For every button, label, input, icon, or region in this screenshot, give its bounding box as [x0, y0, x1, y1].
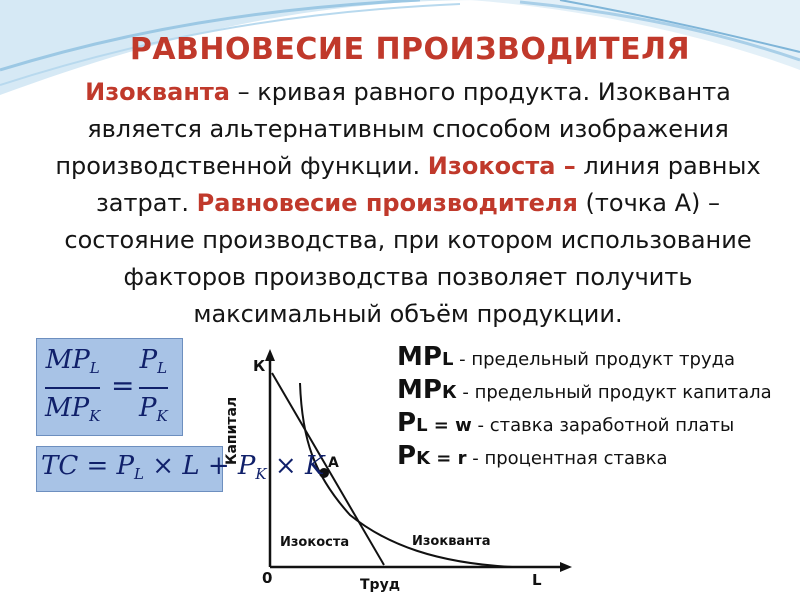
total-cost-formula	[41, 451, 324, 483]
y-axis-letter: К	[253, 357, 266, 375]
definition-item	[397, 441, 777, 471]
isocost-dash: –	[555, 152, 576, 180]
tc-part3: × K	[266, 451, 325, 481]
x-axis-arrow	[560, 562, 572, 572]
def-symbol: MP	[397, 375, 442, 405]
price-ratio-fraction	[139, 345, 168, 431]
pl-sub: L	[157, 359, 168, 377]
mpk-sub: K	[89, 407, 101, 425]
mpl-symbol: MP	[45, 345, 90, 375]
def-symbol: P	[397, 441, 417, 471]
y-axis-arrow	[265, 349, 275, 361]
point-a-label: А	[328, 455, 339, 471]
definitions-list	[397, 342, 777, 474]
pk-sub: K	[156, 407, 168, 425]
equals-sign: =	[111, 369, 135, 402]
def-text: - ставка заработной платы	[471, 415, 735, 436]
origin-label: 0	[262, 569, 273, 587]
def-subscript: L = w	[416, 415, 472, 436]
definition-item	[397, 408, 777, 438]
text-isocost-def: линия равных затрат.	[96, 152, 761, 217]
tc-part2: × L + P	[144, 451, 256, 481]
slide-title: РАВНОВЕСИЕ ПРОИЗВОДИТЕЛЯ	[129, 32, 691, 67]
def-symbol: P	[397, 408, 417, 438]
definition-item	[397, 342, 777, 372]
isocost-label: Изокоста	[280, 535, 350, 550]
def-text: - предельный продукт труда	[453, 349, 736, 370]
text-isoquant-def: – кривая равного продукта. Изокванта является альтернативным способом изображения производственной функции.	[55, 78, 731, 180]
total-cost-formula-box	[36, 446, 325, 492]
x-axis-letter: L	[532, 571, 542, 589]
def-subscript: L	[441, 349, 454, 370]
text-equilibrium-def: (точка А) – состояние производства, при котором использование факторов производства позволяет получить максимальный объём продукции.	[64, 189, 752, 328]
x-axis-label: Труд	[360, 577, 401, 593]
mpk-symbol: MP	[45, 393, 90, 423]
def-symbol: MP	[397, 342, 442, 372]
y-axis-label: Капитал	[224, 396, 240, 465]
isoquant-label: Изокванта	[412, 534, 491, 549]
pl-symbol: P	[139, 345, 158, 375]
definition-item	[397, 375, 777, 405]
term-equilibrium: Равновесие производителя	[196, 189, 578, 217]
tc-sub-l: L	[134, 465, 145, 483]
term-isocost: Изокоста	[427, 152, 556, 180]
equilibrium-formula-box	[36, 338, 183, 436]
pk-symbol: P	[139, 393, 157, 423]
body-paragraph	[52, 74, 764, 333]
tc-sub-k: K	[255, 465, 267, 483]
def-text: - процентная ставка	[466, 448, 668, 469]
mpl-sub: L	[89, 359, 100, 377]
def-text: - предельный продукт капитала	[456, 382, 772, 403]
term-isoquant: Изокванта	[85, 78, 231, 106]
def-subscript: K = r	[416, 448, 467, 469]
def-subscript: К	[441, 382, 457, 403]
mp-ratio-fraction	[45, 345, 100, 431]
tc-part1: TC = P	[41, 451, 135, 481]
